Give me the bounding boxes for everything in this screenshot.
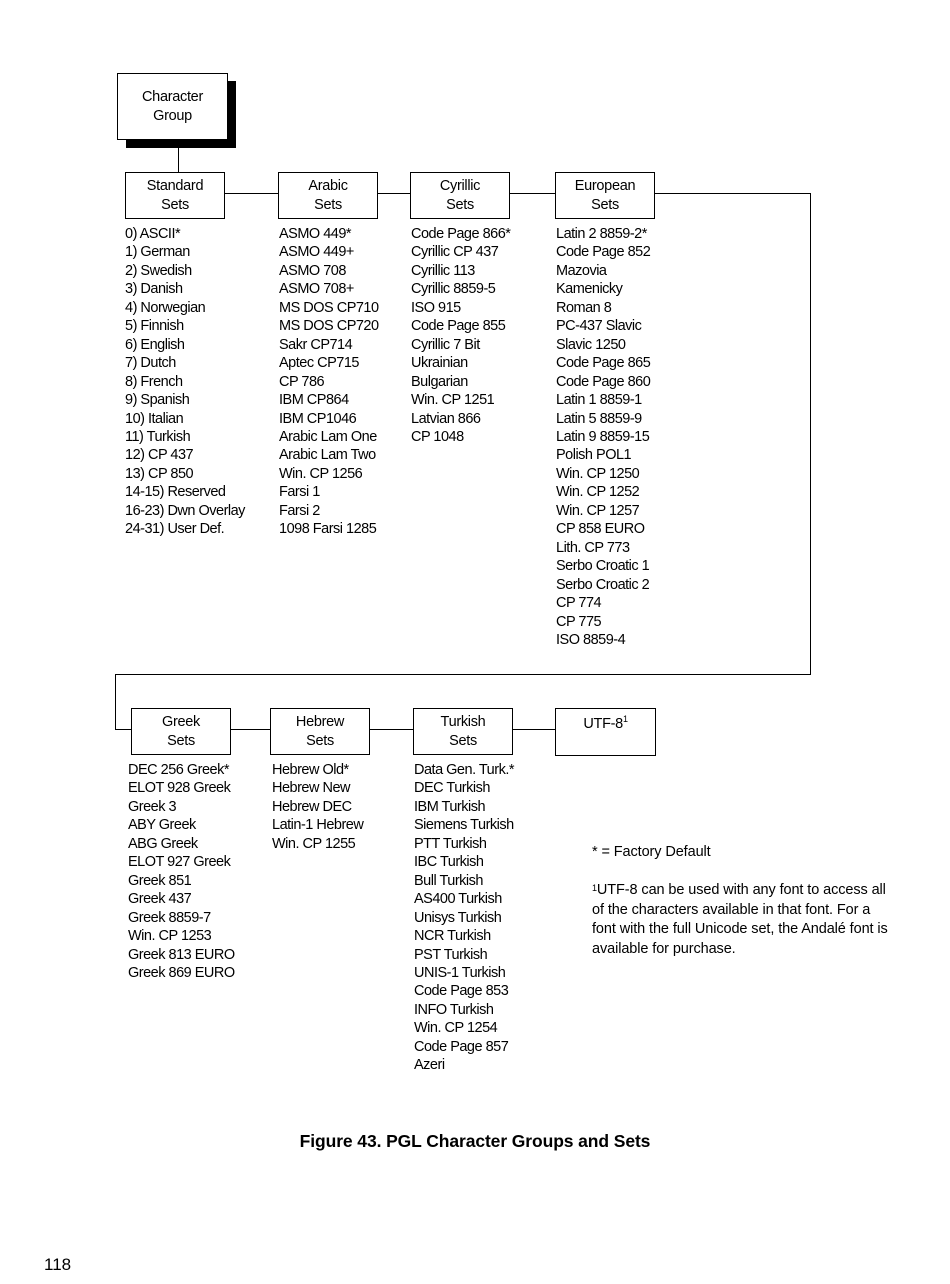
list-item: ASMO 708+ bbox=[279, 281, 354, 298]
list-item: ASMO 449* bbox=[279, 226, 352, 242]
list-item: ASMO 449+ bbox=[279, 244, 354, 261]
list-item: 14-15) Reserved bbox=[125, 484, 226, 501]
list-item: Latin 9 8859-15 bbox=[556, 428, 650, 445]
list-item: ABY Greek bbox=[128, 817, 196, 834]
list-item: INFO Turkish bbox=[414, 1001, 494, 1018]
list-item: Bull Turkish bbox=[414, 872, 483, 889]
list-item: Code Page 855 bbox=[411, 318, 506, 335]
list-item: Latin 5 8859-9 bbox=[556, 410, 642, 427]
box-utf8 bbox=[555, 708, 656, 756]
list-item: Win. CP 1256 bbox=[279, 465, 363, 482]
list-item: DEC 256 Greek* bbox=[128, 762, 229, 778]
list-item: Greek 869 EURO bbox=[128, 964, 235, 981]
box-european-sets bbox=[555, 172, 655, 219]
list-item: Farsi 1 bbox=[279, 484, 320, 501]
list-item: IBM Turkish bbox=[414, 798, 486, 815]
list-item: Lith. CP 773 bbox=[556, 539, 630, 556]
list-item: MS DOS CP720 bbox=[279, 318, 379, 335]
box-label-line1: European bbox=[574, 178, 636, 194]
list-item: 11) Turkish bbox=[125, 428, 191, 445]
list-item: DEC Turkish bbox=[414, 780, 490, 797]
box-label-line1: Greek bbox=[162, 714, 200, 730]
list-item: NCR Turkish bbox=[414, 928, 491, 945]
list-item: 1) German bbox=[125, 244, 190, 261]
list-item: Greek 851 bbox=[128, 872, 192, 889]
list-item: Mazovia bbox=[556, 262, 607, 279]
box-turkish-sets bbox=[413, 708, 513, 755]
list-item: Cyrillic 8859-5 bbox=[411, 281, 496, 298]
list-item: CP 1048 bbox=[411, 428, 464, 445]
list-item: PST Turkish bbox=[414, 946, 488, 963]
list-item: Greek 437 bbox=[128, 891, 192, 908]
list-item: Ukrainian bbox=[411, 355, 468, 372]
list-item: Cyrillic CP 437 bbox=[411, 244, 499, 261]
list-item: CP 775 bbox=[556, 613, 602, 630]
list-item: 13) CP 850 bbox=[125, 465, 194, 482]
list-item: Azeri bbox=[414, 1057, 445, 1074]
connector-left-drop bbox=[115, 674, 116, 729]
box-label-line1: Cyrillic bbox=[439, 178, 481, 194]
list-item: IBM CP1046 bbox=[279, 410, 357, 427]
list-item: Siemens Turkish bbox=[414, 817, 514, 834]
box-label-line1: Hebrew bbox=[295, 714, 345, 730]
list-item: PC-437 Slavic bbox=[556, 318, 642, 335]
list-item: Hebrew New bbox=[272, 780, 350, 797]
box-label-line1: Standard bbox=[146, 178, 204, 194]
footnote-text-line3: font with the full Unicode set, the Andalé font is bbox=[592, 921, 888, 937]
list-item: Latin 2 8859-2* bbox=[556, 226, 647, 242]
list-item: Serbo Croatic 2 bbox=[556, 576, 650, 593]
box-label-line2: Sets bbox=[161, 196, 189, 213]
list-item: Latin 1 8859-1 bbox=[556, 392, 642, 409]
list-item: 16-23) Dwn Overlay bbox=[125, 502, 245, 519]
list-item: 5) Finnish bbox=[125, 318, 184, 335]
list-item: Cyrillic 113 bbox=[411, 262, 475, 279]
list-item: Win. CP 1257 bbox=[556, 502, 640, 519]
root-box-character-group bbox=[117, 73, 228, 140]
box-label-line2: Sets bbox=[591, 196, 619, 213]
list-item: Win. CP 1255 bbox=[272, 835, 356, 852]
list-item: 24-31) User Def. bbox=[125, 521, 225, 538]
box-label-line2: Sets bbox=[449, 732, 477, 749]
utf8-footnote bbox=[592, 881, 922, 959]
list-item: 12) CP 437 bbox=[125, 447, 194, 464]
footnote-text-line1: UTF-8 can be used with any font to access all bbox=[596, 882, 886, 898]
list-item: PTT Turkish bbox=[414, 835, 487, 852]
box-label-line2: Sets bbox=[314, 196, 342, 213]
list-hebrew-sets bbox=[272, 761, 363, 853]
list-item: Sakr CP714 bbox=[279, 336, 353, 353]
list-item: Data Gen. Turk.* bbox=[414, 762, 514, 778]
box-label-line2: Sets bbox=[167, 732, 195, 749]
list-item: Latin-1 Hebrew bbox=[272, 817, 364, 834]
list-item: AS400 Turkish bbox=[414, 891, 502, 908]
page-number: 118 bbox=[44, 1255, 72, 1274]
list-item: Unisys Turkish bbox=[414, 909, 502, 926]
list-item: CP 786 bbox=[279, 373, 325, 390]
list-item: Win. CP 1254 bbox=[414, 1020, 498, 1037]
list-greek-sets bbox=[128, 761, 235, 982]
box-label-line1: Arabic bbox=[308, 178, 348, 194]
list-item: Greek 813 EURO bbox=[128, 946, 235, 963]
list-item: MS DOS CP710 bbox=[279, 299, 379, 316]
list-item: Latvian 866 bbox=[411, 410, 481, 427]
connector-return bbox=[115, 674, 811, 675]
list-european-sets bbox=[556, 225, 650, 649]
list-item: Polish POL1 bbox=[556, 447, 632, 464]
list-turkish-sets bbox=[414, 761, 514, 1075]
list-cyrillic-sets bbox=[411, 225, 510, 446]
list-item: Aptec CP715 bbox=[279, 355, 359, 372]
box-standard-sets bbox=[125, 172, 225, 219]
root-box-line2: Group bbox=[153, 107, 192, 124]
footnote-text-line2: of the characters available in that font. For a bbox=[592, 901, 871, 918]
utf8-footnote-line bbox=[592, 881, 922, 901]
list-item: 6) English bbox=[125, 336, 185, 353]
box-hebrew-sets bbox=[270, 708, 370, 755]
list-item: 8) French bbox=[125, 373, 183, 390]
box-cyrillic-sets bbox=[410, 172, 510, 219]
list-item: 4) Norwegian bbox=[125, 299, 206, 316]
footnote-text-line4: available for purchase. bbox=[592, 940, 736, 957]
list-item: ASMO 708 bbox=[279, 262, 346, 279]
list-item: IBC Turkish bbox=[414, 854, 484, 871]
list-item: Code Page 852 bbox=[556, 244, 651, 261]
list-item: Code Page 866* bbox=[411, 226, 511, 242]
list-item: 1098 Farsi 1285 bbox=[279, 521, 377, 538]
utf8-footnote-mark: 1 bbox=[622, 714, 628, 724]
list-item: Code Page 865 bbox=[556, 355, 651, 372]
list-item: CP 858 EURO bbox=[556, 521, 645, 538]
list-item: Win. CP 1250 bbox=[556, 465, 640, 482]
connector-right-drop bbox=[810, 193, 811, 675]
list-item: Roman 8 bbox=[556, 299, 612, 316]
box-label-line2: Sets bbox=[446, 196, 474, 213]
list-item: Kamenicky bbox=[556, 281, 623, 298]
list-item: CP 774 bbox=[556, 595, 602, 612]
list-item: Greek 3 bbox=[128, 798, 177, 815]
list-item: IBM CP864 bbox=[279, 392, 349, 409]
list-item: Win. CP 1253 bbox=[128, 928, 212, 945]
list-item: 0) ASCII* bbox=[125, 226, 181, 242]
list-item: UNIS-1 Turkish bbox=[414, 964, 506, 981]
list-item: Win. CP 1252 bbox=[556, 484, 640, 501]
list-item: ELOT 927 Greek bbox=[128, 854, 231, 871]
utf8-label: UTF-8 bbox=[583, 716, 623, 732]
list-item: Bulgarian bbox=[411, 373, 468, 390]
list-item: ABG Greek bbox=[128, 835, 198, 852]
factory-default-text: * = Factory Default bbox=[592, 844, 711, 860]
list-item: Arabic Lam One bbox=[279, 428, 377, 445]
box-arabic-sets bbox=[278, 172, 378, 219]
list-item: Slavic 1250 bbox=[556, 336, 626, 353]
list-item: Code Page 860 bbox=[556, 373, 651, 390]
list-item: 7) Dutch bbox=[125, 355, 176, 372]
footnote-mark: 1 bbox=[592, 883, 597, 893]
list-item: 3) Danish bbox=[125, 281, 183, 298]
list-item: Arabic Lam Two bbox=[279, 447, 376, 464]
box-greek-sets bbox=[131, 708, 231, 755]
list-item: Hebrew DEC bbox=[272, 798, 352, 815]
list-item: Farsi 2 bbox=[279, 502, 320, 519]
list-item: 9) Spanish bbox=[125, 392, 190, 409]
list-arabic-sets bbox=[279, 225, 379, 539]
list-item: 2) Swedish bbox=[125, 262, 192, 279]
box-label-line2: Sets bbox=[306, 732, 334, 749]
list-item: ELOT 928 Greek bbox=[128, 780, 231, 797]
list-item: Greek 8859-7 bbox=[128, 909, 211, 926]
factory-default-note bbox=[592, 843, 711, 863]
list-item: 10) Italian bbox=[125, 410, 184, 427]
list-item: Code Page 857 bbox=[414, 1038, 509, 1055]
list-item: Serbo Croatic 1 bbox=[556, 558, 650, 575]
list-item: Code Page 853 bbox=[414, 983, 509, 1000]
list-item: Win. CP 1251 bbox=[411, 392, 495, 409]
list-item: ISO 915 bbox=[411, 299, 461, 316]
list-item: ISO 8859-4 bbox=[556, 631, 626, 648]
root-box-line1: Character bbox=[142, 89, 203, 105]
list-item: Hebrew Old* bbox=[272, 762, 349, 778]
box-label-line1: Turkish bbox=[440, 714, 486, 730]
figure-caption: Figure 43. PGL Character Groups and Sets bbox=[299, 1131, 651, 1151]
list-standard-sets bbox=[125, 225, 245, 539]
list-item: Cyrillic 7 Bit bbox=[411, 336, 480, 353]
